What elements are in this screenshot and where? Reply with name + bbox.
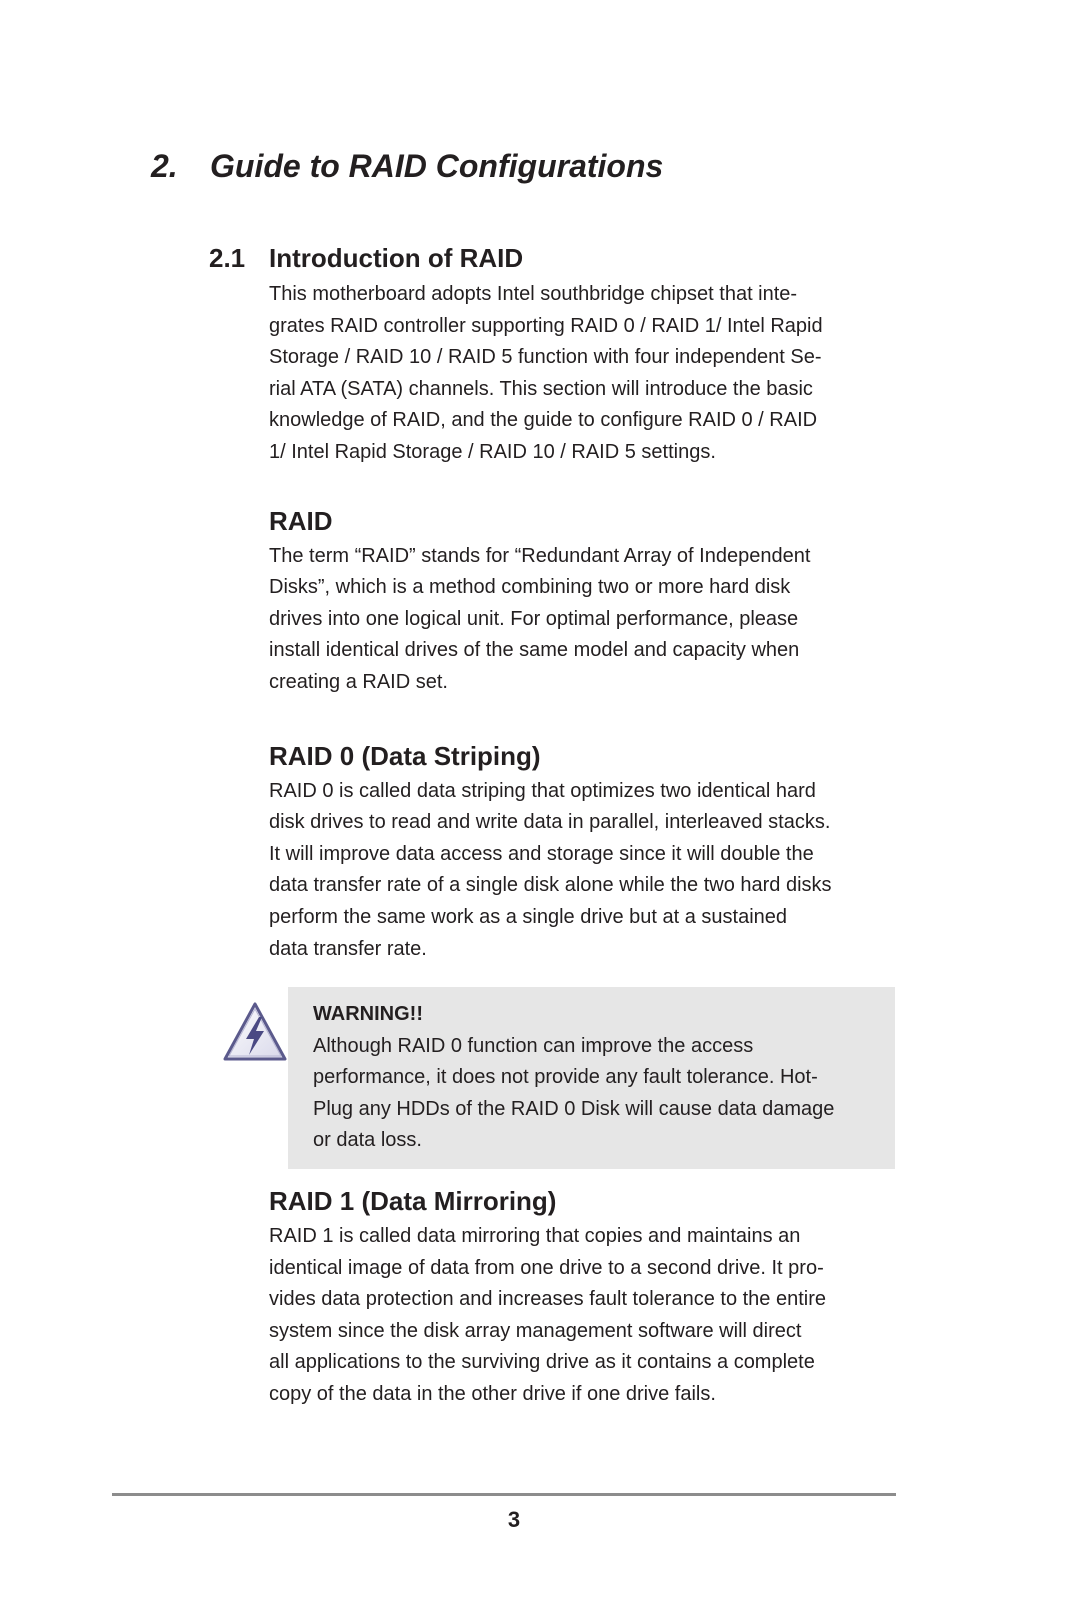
raid1-line: RAID 1 is called data mirroring that copies and maintains an — [269, 1225, 801, 1248]
raid0-line: data transfer rate of a single disk alone while the two hard disks — [269, 874, 832, 897]
raid1-line: identical image of data from one drive to a second drive. It pro- — [269, 1256, 824, 1279]
raid1-line: copy of the data in the other drive if one drive fails. — [269, 1383, 716, 1406]
warning-line: it does not provide any fault tolerance. Hot-Plug any HDDs of — [313, 1066, 818, 1120]
chapter-title — [151, 144, 663, 188]
raid-paragraph — [269, 541, 869, 699]
intro-paragraph — [269, 279, 869, 469]
raid0-line: RAID 0 is called data striping that optimizes two identical hard — [269, 779, 816, 802]
footer-divider — [112, 1493, 896, 1496]
raid-line: install identical drives of the same model and capacity when — [269, 639, 800, 662]
section-title-text: Introduction of RAID — [269, 243, 524, 273]
intro-line: Storage / RAID 10 / RAID 5 function with four independent Se- — [269, 346, 822, 369]
raid0-line: perform the same work as a single drive but at a sustained — [269, 905, 788, 928]
intro-line: This motherboard adopts Intel southbridge chipset that inte- — [269, 283, 798, 305]
intro-line: 1/ Intel Rapid Storage / RAID 10 / RAID 5 settings. — [269, 440, 716, 463]
raid0-line: It will improve data access and storage since it will double the — [269, 842, 814, 865]
warning-line: Although RAID 0 function can improve the access performance, — [313, 1034, 754, 1089]
raid0-heading: RAID 0 (Data Striping) — [269, 740, 541, 771]
raid-line: Disks”, which is a method combining two or more hard disk — [269, 576, 791, 599]
page-content — [269, 279, 869, 1411]
raid-line: drives into one logical unit. For optimal performance, please — [269, 607, 799, 630]
intro-line: knowledge of RAID, and the guide to configure RAID 0 / RAID — [269, 409, 818, 432]
warning-box — [288, 987, 895, 1169]
raid0-line: disk drives to read and write data in parallel, interleaved stacks. — [269, 811, 831, 834]
intro-line: grates RAID controller supporting RAID 0 / RAID 1/ Intel Rapid — [269, 314, 823, 337]
raid0-line: data transfer rate. — [269, 937, 427, 960]
raid-line: The term “RAID” stands for “Redundant Array of Independent — [269, 544, 811, 567]
warning-line: the RAID 0 Disk will cause data damage or data loss. — [313, 1097, 835, 1152]
raid1-line: all applications to the surviving drive as it contains a complete — [269, 1351, 815, 1374]
warning-title: WARNING!! — [313, 1003, 423, 1026]
warning-text — [313, 1031, 836, 1157]
page-number: 3 — [507, 1507, 521, 1532]
raid1-line: system since the disk array management software will direct — [269, 1319, 802, 1342]
chapter-title-text: Guide to RAID Configurations — [210, 148, 664, 184]
intro-line: rial ATA (SATA) channels. This section will introduce the basic — [269, 377, 813, 400]
raid-heading: RAID — [269, 505, 333, 536]
raid0-paragraph — [269, 776, 869, 966]
raid1-heading: RAID 1 (Data Mirroring) — [269, 1186, 557, 1217]
chapter-number: 2. — [151, 148, 178, 184]
section-title — [209, 240, 523, 276]
warning-lightning-icon — [222, 1001, 288, 1063]
raid1-line: vides data protection and increases fault tolerance to the entire — [269, 1288, 827, 1311]
section-number: 2.1 — [209, 243, 246, 273]
raid1-paragraph — [269, 1221, 869, 1411]
raid-line: creating a RAID set. — [269, 670, 448, 693]
